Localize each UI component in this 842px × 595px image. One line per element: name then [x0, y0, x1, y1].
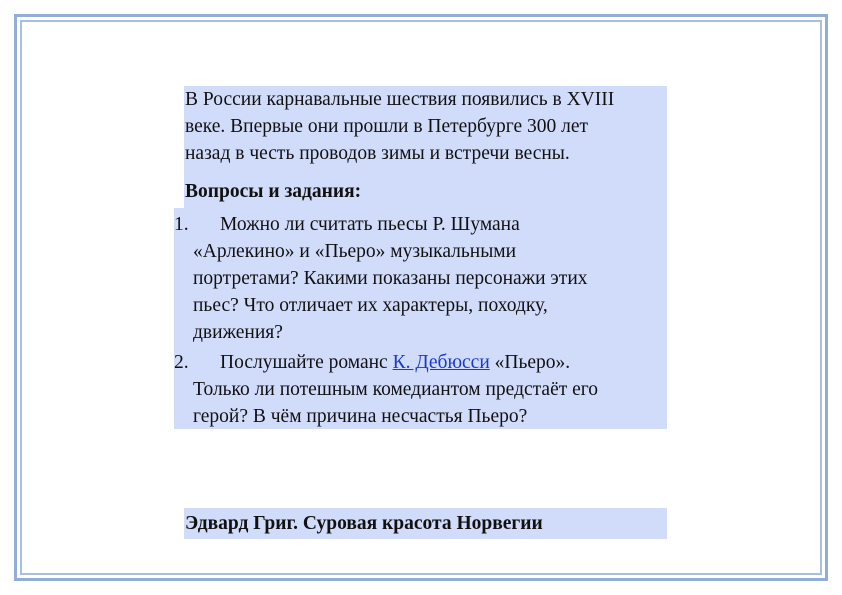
question-1-line: движения? — [193, 322, 283, 343]
questions-heading: Вопросы и задания: — [185, 181, 362, 202]
question-1-line: пьес? Что отличает их характеры, походку, — [193, 295, 548, 316]
question-2-text-before-link: Послушайте романс — [220, 352, 393, 373]
question-2-line: Только ли потешным комедиантом предстаёт его — [193, 379, 599, 400]
question-2-first-line — [220, 349, 570, 376]
debussy-link[interactable]: К. Дебюсси — [392, 352, 490, 373]
question-1-number: 1. — [174, 214, 189, 235]
question-1-continuation — [193, 238, 588, 346]
intro-line: назад в честь проводов зимы и встречи весны. — [185, 143, 570, 164]
intro-paragraph — [185, 86, 614, 167]
intro-line: веке. Впервые они прошли в Петербурге 300 лет — [185, 116, 589, 137]
question-1-line: Можно ли считать пьесы Р. Шумана — [220, 214, 520, 235]
question-1-line: «Арлекино» и «Пьеро» музыкальными — [193, 241, 517, 262]
intro-line: В России карнавальные шествия появились в XVIII — [185, 89, 615, 110]
question-2-continuation — [193, 376, 598, 430]
question-2-number: 2. — [174, 352, 189, 373]
question-1-line: портретами? Какими показаны персонажи этих — [193, 268, 588, 289]
question-2-text-after-link: «Пьеро». — [489, 352, 571, 373]
next-section-title: Эдвард Григ. Суровая красота Норвегии — [185, 513, 543, 534]
question-2-line: герой? В чём причина несчастья Пьеро? — [193, 406, 528, 427]
